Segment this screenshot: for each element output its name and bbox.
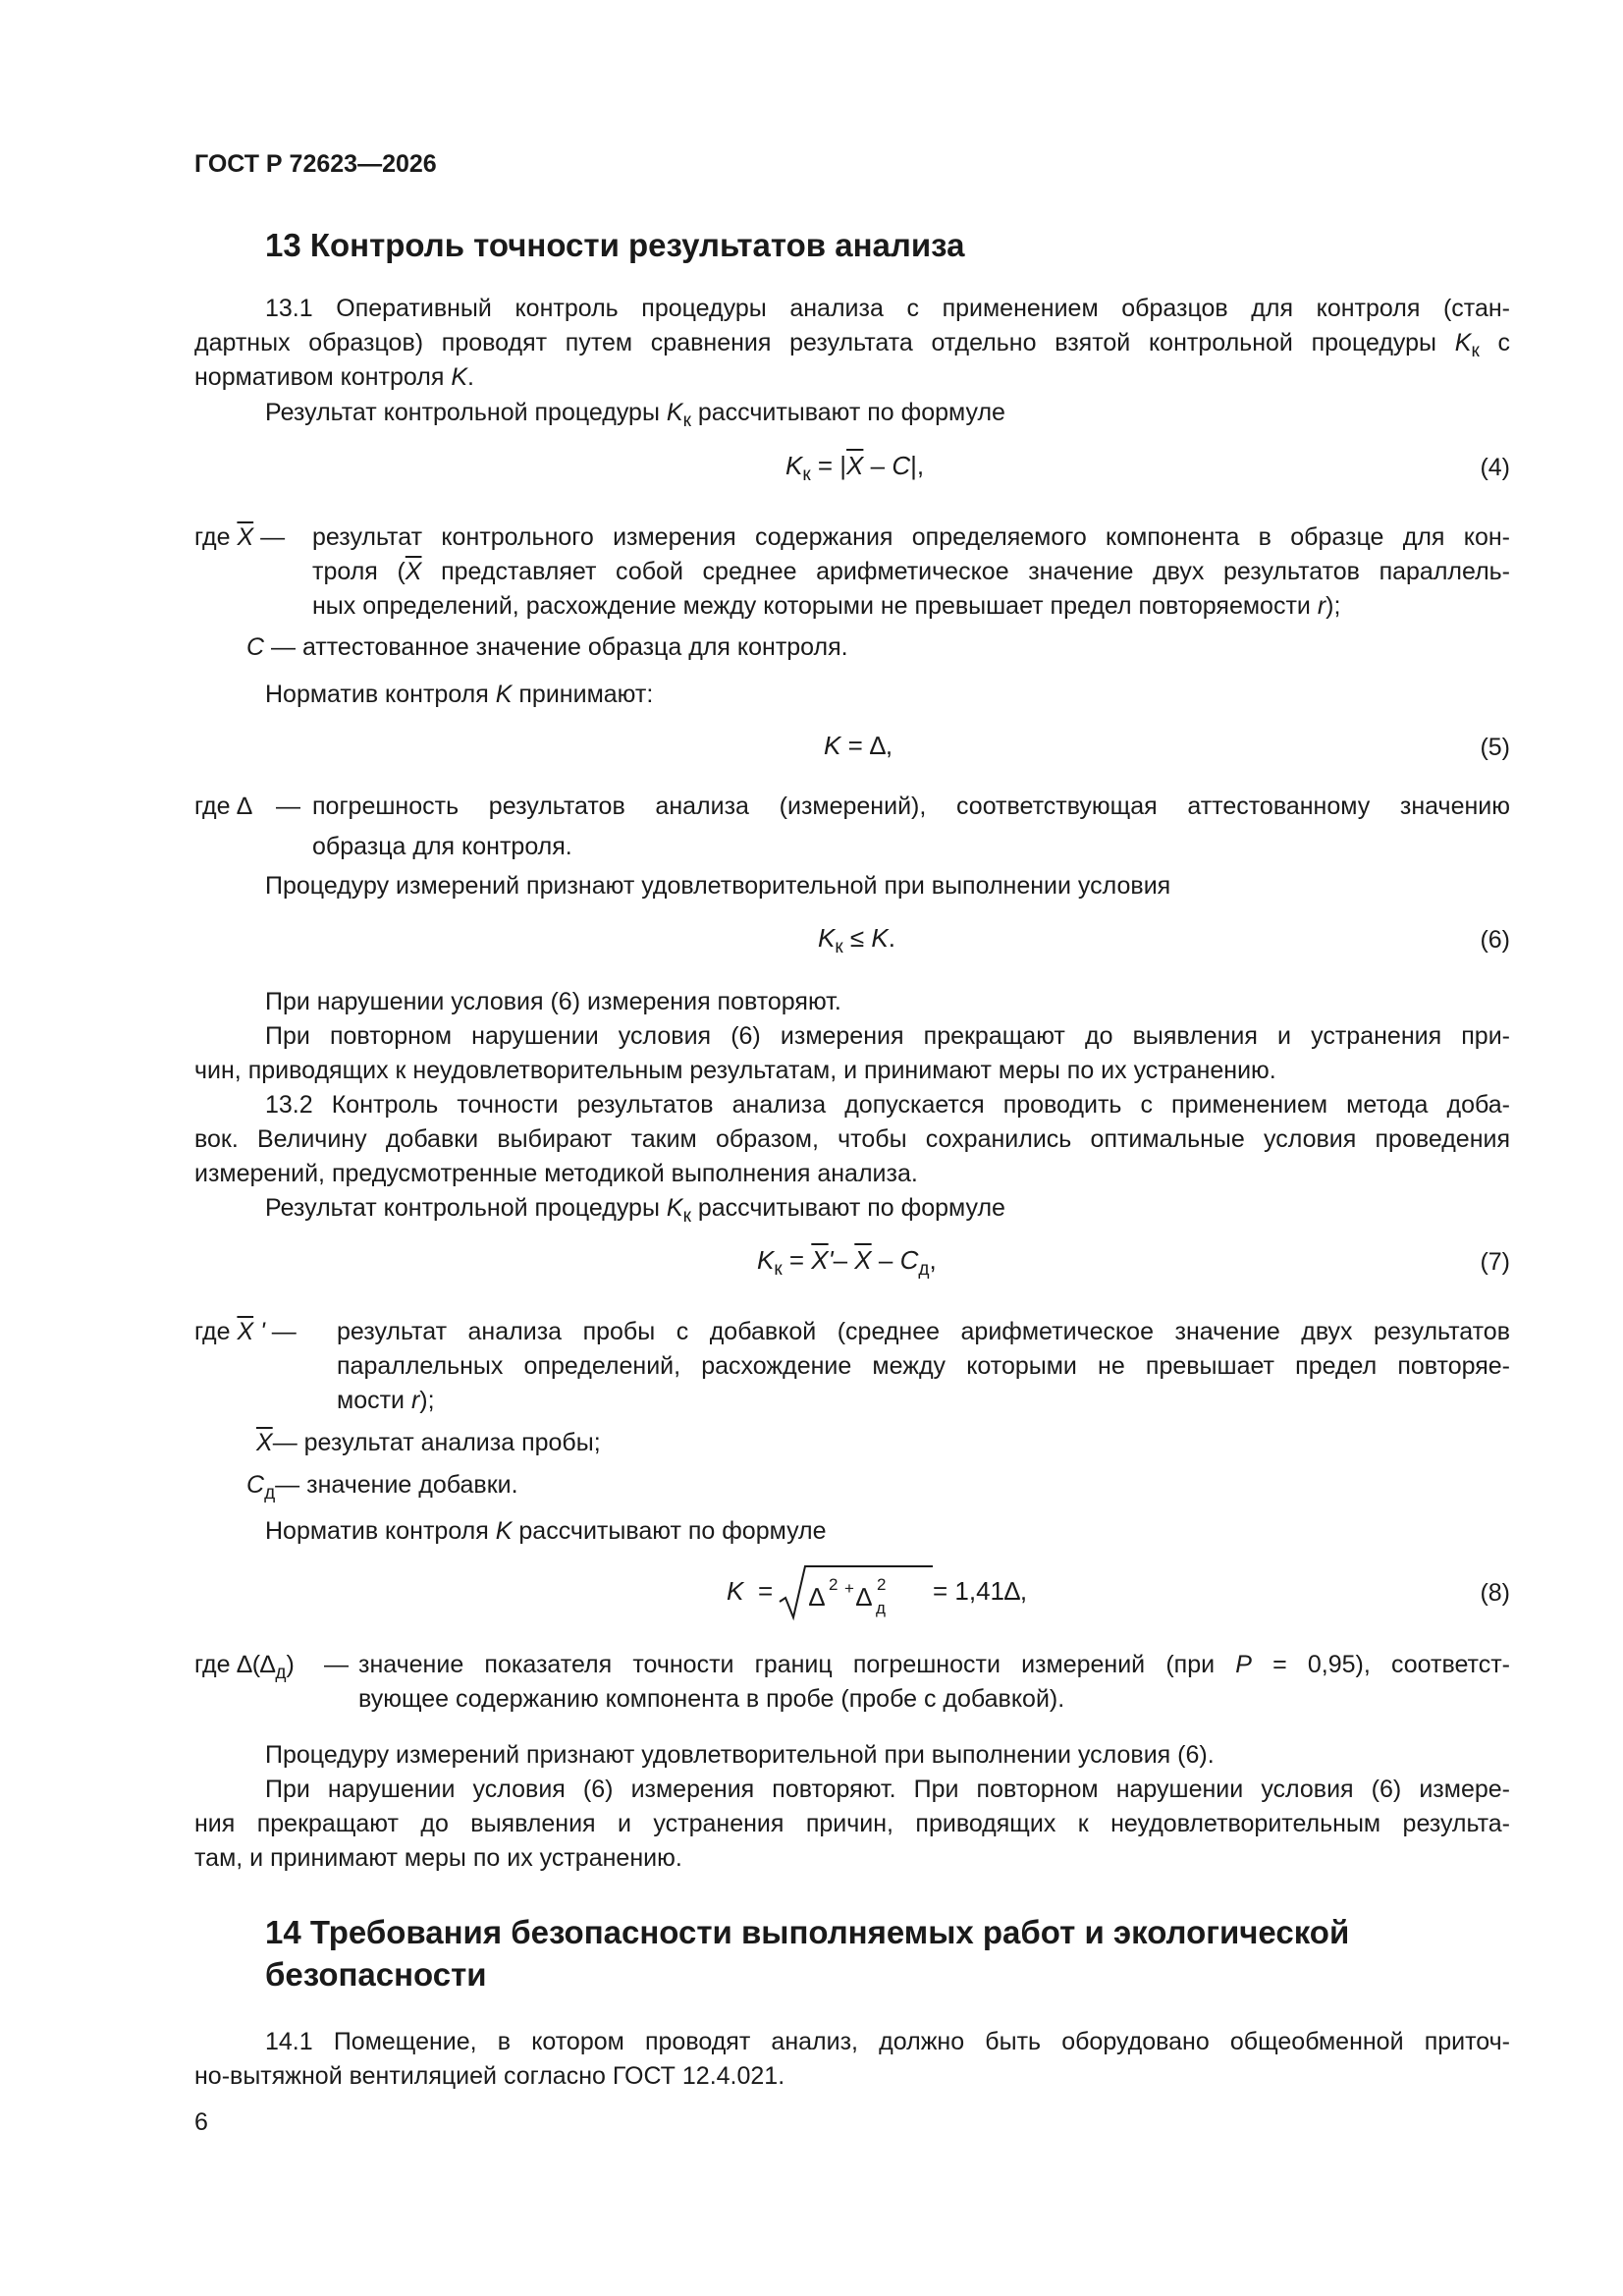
formula-8-k: K <box>727 1576 744 1606</box>
formula-8-equals: = <box>758 1576 774 1606</box>
paragraph-repeat-violation-line-2: чин, приводящих к неудовлетворительным результатам, и принимают меры по их устранению. <box>194 1057 1276 1084</box>
paragraph-14-1-line-1: 14.1 Помещение, в котором проводят анализ, должно быть оборудовано общеобменной приточ- <box>265 2028 1510 2055</box>
where-c-line: C — аттестованное значение образца для контроля. <box>246 633 848 661</box>
radical-sign <box>778 1562 935 1623</box>
formula-6: $K_к \le K$. <box>818 923 895 957</box>
where-x-line-2: троля ($\overline{X}$ представляет собой среднее арифметическое значение двух результатов параллель- <box>312 558 1511 585</box>
where-label-x-prime: где $\overline{X}$ ' — <box>194 1318 297 1345</box>
equation-number-5: (5) <box>1480 734 1510 761</box>
equation-number-4: (4) <box>1480 454 1510 481</box>
where-x-prime-line-1: результат анализа пробы с добавкой (среднее арифметическое значение двух результатов <box>337 1318 1510 1345</box>
formula-7: $K_к = \overline{X}'-$ $\overline{X} - C_д$, <box>757 1245 937 1280</box>
where-delta-d-line-2: вующее содержанию компонента в пробе (пробе с добавкой). <box>358 1685 1065 1713</box>
where-delta-d-dash: — <box>324 1651 349 1678</box>
formula-8 <box>727 1562 1028 1623</box>
svg-text:2: 2 <box>877 1575 887 1594</box>
formula-8-result: = 1,41∆, <box>933 1576 1028 1606</box>
paragraph-13-2-line-3: измерений, предусмотренные методикой выполнения анализа. <box>194 1160 918 1187</box>
paragraph-repeat-violation-line-1: При повторном нарушении условия (6) измерения прекращают до выявления и устранения при- <box>265 1022 1510 1050</box>
where-x-prime-line-3: мости r); <box>337 1387 435 1414</box>
paragraph-result-formula-intro: Результат контрольной процедуры $K_к$ рассчитывают по формуле <box>265 399 1005 431</box>
formula-5: K = ∆, <box>824 731 893 760</box>
where-x-line-3: ных определений, расхождение между которыми не превышает предел повторяемости r); <box>312 592 1341 620</box>
where-delta-d-line-1: значение показателя точности границ погрешности измерений (при P = 0,95), соответст- <box>358 1651 1511 1678</box>
svg-text:д: д <box>876 1599 886 1617</box>
section-14-title-line-2: безопасности <box>265 1956 487 1993</box>
paragraph-procedure-satisfactory: Процедуру измерений признают удовлетворительной при выполнении условия (6). <box>265 1741 1215 1769</box>
svg-text:∆: ∆ <box>809 1582 825 1612</box>
where-delta-dash: — <box>276 793 300 820</box>
paragraph-13-2-line-1: 13.2 Контроль точности результатов анализа допускается проводить с применением метода доба- <box>265 1091 1510 1119</box>
paragraph-norm-k-intro: Норматив контроля K принимают: <box>265 681 654 708</box>
where-delta-line-2: образца для контроля. <box>312 833 572 860</box>
svg-text:+: + <box>844 1579 854 1598</box>
where-x-line: $\overline{X}—$ результат анализа пробы; <box>256 1429 601 1456</box>
paragraph-14-1-line-2: но-вытяжной вентиляцией согласно ГОСТ 12.4.021. <box>194 2062 785 2090</box>
page-number: 6 <box>194 2108 208 2136</box>
svg-text:∆: ∆ <box>856 1582 872 1612</box>
equation-number-8: (8) <box>1480 1579 1510 1607</box>
paragraph-norm-k-formula-intro: Норматив контроля K рассчитывают по формуле <box>265 1517 827 1545</box>
paragraph-violation-repeat: При нарушении условия (6) измерения повторяют. <box>265 988 841 1015</box>
paragraph-13-1-line-3: нормативом контроля K. <box>194 363 474 391</box>
where-label-delta: где ∆ <box>194 793 252 820</box>
section-14-title-line-1: 14 Требования безопасности выполняемых работ и экологической <box>265 1914 1350 1950</box>
paragraph-13-1-line-1: 13.1 Оперативный контроль процедуры анализа с применением образцов для контроля (стан- <box>265 295 1510 322</box>
where-x-line-1: результат контрольного измерения содержания определяемого компонента в образце для кон- <box>312 523 1510 551</box>
paragraph-procedure-condition: Процедуру измерений признают удовлетворительной при выполнении условия <box>265 872 1171 900</box>
formula-4: $K_к = |\overline{X} - C|$, <box>785 451 925 485</box>
equation-number-6: (6) <box>1480 926 1510 954</box>
svg-text:2: 2 <box>829 1575 839 1594</box>
where-delta-line-1: погрешность результатов анализа (измерений), соответствующая аттестованному значению <box>312 793 1510 820</box>
paragraph-13-2-line-2: вок. Величину добавки выбирают таким образом, чтобы сохранились оптимальные условия проведения <box>194 1125 1510 1153</box>
paragraph-final-line-1: При нарушении условия (6) измерения повторяют. При повторном нарушении условия (6) измере- <box>265 1776 1510 1803</box>
paragraph-result-formula-intro-2: Результат контрольной процедуры $K_к$ рассчитывают по формуле <box>265 1194 1005 1227</box>
where-cd-line: $C_д—$ значение добавки. <box>246 1471 518 1503</box>
paragraph-final-line-2: ния прекращают до выявления и устранения причин, приводящих к неудовлетворительным результа- <box>194 1810 1510 1837</box>
where-label-delta-d: где $\Delta(\Delta_д)$ <box>194 1651 295 1683</box>
document-header-code: ГОСТ Р 72623—2026 <box>194 150 437 178</box>
where-x-prime-line-2: параллельных определений, расхождение между которыми не превышает предел повторяе- <box>337 1352 1510 1380</box>
equation-number-7: (7) <box>1480 1248 1510 1276</box>
paragraph-final-line-3: там, и принимают меры по их устранению. <box>194 1844 682 1872</box>
paragraph-13-1-line-2: дартных образцов) проводят путем сравнения результата отдельно взятой контрольной процедуры $K_к$ с <box>194 329 1510 361</box>
section-13-title: 13 Контроль точности результатов анализа <box>265 227 965 263</box>
where-label-x: где $\overline{X}$ — <box>194 523 286 551</box>
